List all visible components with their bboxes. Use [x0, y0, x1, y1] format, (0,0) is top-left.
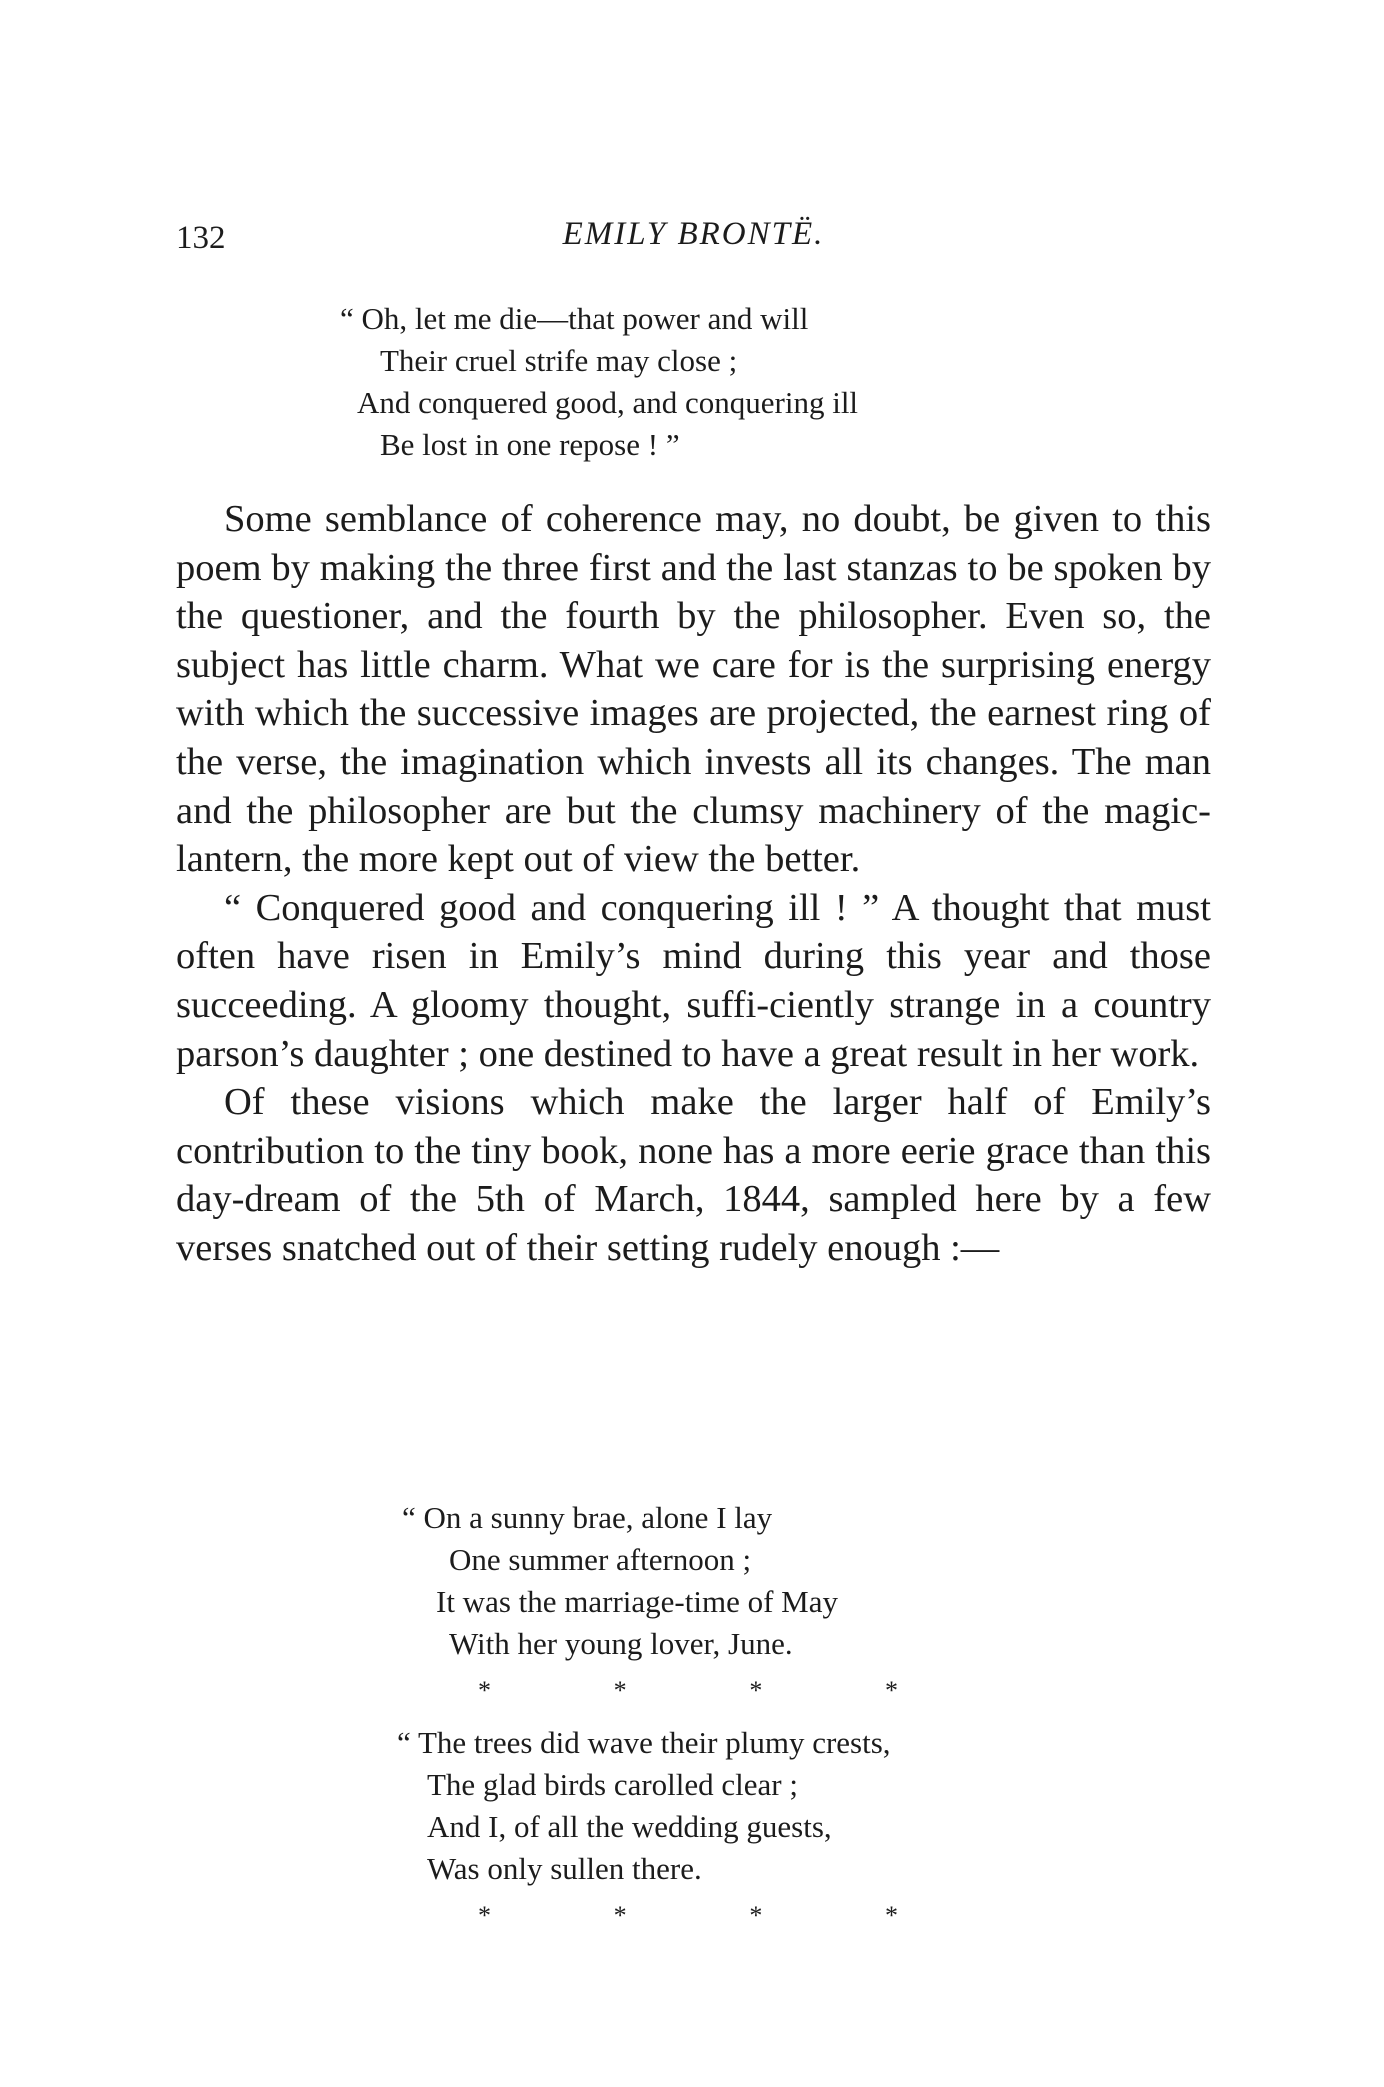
poem-line: Was only sullen there.: [427, 1851, 702, 1886]
paragraph: “ Conquered good and conquering ill ! ” A thought that must often have risen in Emily’s mind during this year and those succeeding. A gloomy thought, suffi-ciently strange in a country parson’s daughter ; one destined to have a great result in her work.: [176, 886, 1211, 1075]
poem-line: “ On a sunny brae, alone I lay: [402, 1500, 773, 1535]
asterisk: *: [884, 1901, 898, 1930]
poem-line: “ Oh, let me die—that power and will: [340, 301, 809, 336]
section-separator: [478, 1901, 898, 1931]
body-text: [176, 495, 1211, 1273]
poem-line: Be lost in one repose ! ”: [380, 427, 680, 462]
asterisk: *: [613, 1901, 627, 1930]
paragraph: Some semblance of coherence may, no doubt, be given to this poem by making the three first and the last stanzas to be spoken by the questioner, and the fourth by the philosopher. Even so, the subject has little charm. What we care for is the surprising energy with which the successive images are projected, the earnest ring of the verse, the imagination which invests all its changes. The man and the philosopher are but the clumsy machinery of the magic-lantern, the more kept out of view the better.: [176, 498, 1211, 881]
asterisk: *: [613, 1676, 627, 1705]
poem-line: The glad birds carolled clear ;: [427, 1767, 798, 1802]
paragraph: Of these visions which make the larger half of Emily’s contribution to the tiny book, none has a more eerie grace than this day-dream of the 5th of March, 1844, sampled here by a few verses snatched out of their setting rudely enough :—: [176, 1081, 1211, 1269]
poem-line: And I, of all the wedding guests,: [427, 1809, 832, 1844]
poem-line: Their cruel strife may close ;: [380, 343, 738, 378]
poem-stanza-2: [402, 1497, 838, 1665]
running-title: EMILY BRONTË.: [562, 216, 825, 252]
poem-stanza-3: [397, 1722, 891, 1890]
poem-line: With her young lover, June.: [449, 1626, 793, 1661]
poem-line: “ The trees did wave their plumy crests,: [397, 1725, 891, 1760]
asterisk: *: [478, 1676, 491, 1705]
poem-line: It was the marriage-time of May: [436, 1584, 838, 1619]
asterisk: *: [749, 1676, 763, 1705]
asterisk: *: [884, 1676, 898, 1705]
poem-line: One summer afternoon ;: [449, 1542, 752, 1577]
poem-line: And conquered good, and conquering ill: [357, 385, 859, 420]
poem-stanza-1: [340, 298, 858, 466]
section-separator: [478, 1676, 898, 1706]
asterisk: *: [749, 1901, 763, 1930]
page-number: 132: [176, 220, 226, 256]
asterisk: *: [478, 1901, 491, 1930]
running-head: [176, 216, 1211, 264]
